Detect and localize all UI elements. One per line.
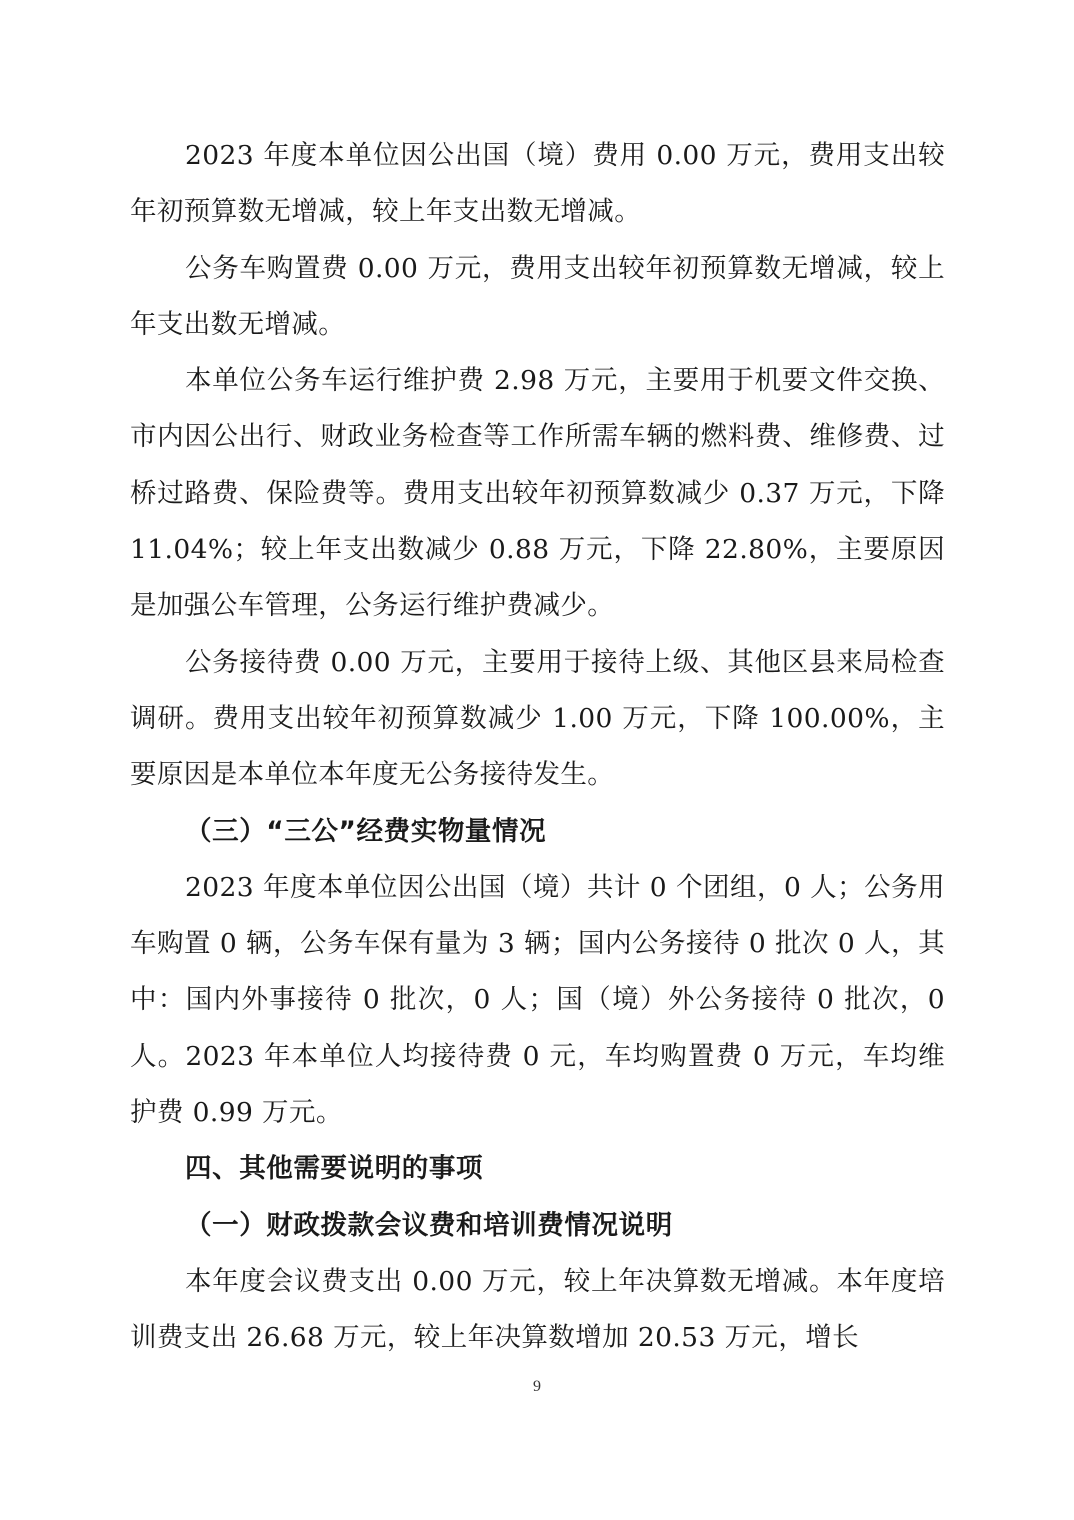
page-body — [130, 128, 945, 1367]
paragraph-overseas-travel: 2023 年度本单位因公出国（境）费用 0.00 万元，费用支出较年初预算数无增减，较上年支出数无增减。 — [130, 140, 945, 228]
paragraph-vehicle-maintenance: 本单位公务车运行维护费 2.98 万元，主要用于机要文件交换、市内因公出行、财政业务检查等工作所需车辆的燃料费、维修费、过桥过路费、保险费等。费用支出较年初预算数减少 0.37 万元，下降 11.04%；较上年支出数减少 0.88 万元，下降 22.80%，主要原因是加强公车管理，公务运行维护费减少。 — [130, 365, 946, 622]
section-heading-three-public-quantities: （三）“三公”经费实物量情况 — [185, 815, 547, 847]
paragraph-official-reception: 公务接待费 0.00 万元，主要用于接待上级、其他区县来局检查调研。费用支出较年初预算数减少 1.00 万元，下降 100.00%，主要原因是本单位本年度无公务接待发生。 — [130, 646, 945, 791]
subsection-heading-meeting-training: （一）财政拨款会议费和培训费情况说明 — [185, 1209, 673, 1241]
section-heading-other-matters: 四、其他需要说明的事项 — [185, 1153, 484, 1185]
paragraph-physical-quantities: 2023 年度本单位因公出国（境）共计 0 个团组，0 人；公务用车购置 0 辆，公务车保有量为 3 辆；国内公务接待 0 批次 0 人，其中：国内外事接待 0 批次，0 人；国（境）外公务接待 0 批次，0 人。2023 年本单位人均接待费 0 元，车均购置费 0 万元，车均维护费 0.99 万元。 — [130, 871, 945, 1129]
page-number: 9 — [533, 1378, 541, 1395]
paragraph-vehicle-purchase: 公务车购置费 0.00 万元，费用支出较年初预算数无增减，较上年支出数无增减。 — [130, 252, 945, 340]
paragraph-meeting-training-costs: 本年度会议费支出 0.00 万元，较上年决算数无增减。本年度培训费支出 26.68 万元，较上年决算数增加 20.53 万元，增长 — [130, 1265, 945, 1354]
